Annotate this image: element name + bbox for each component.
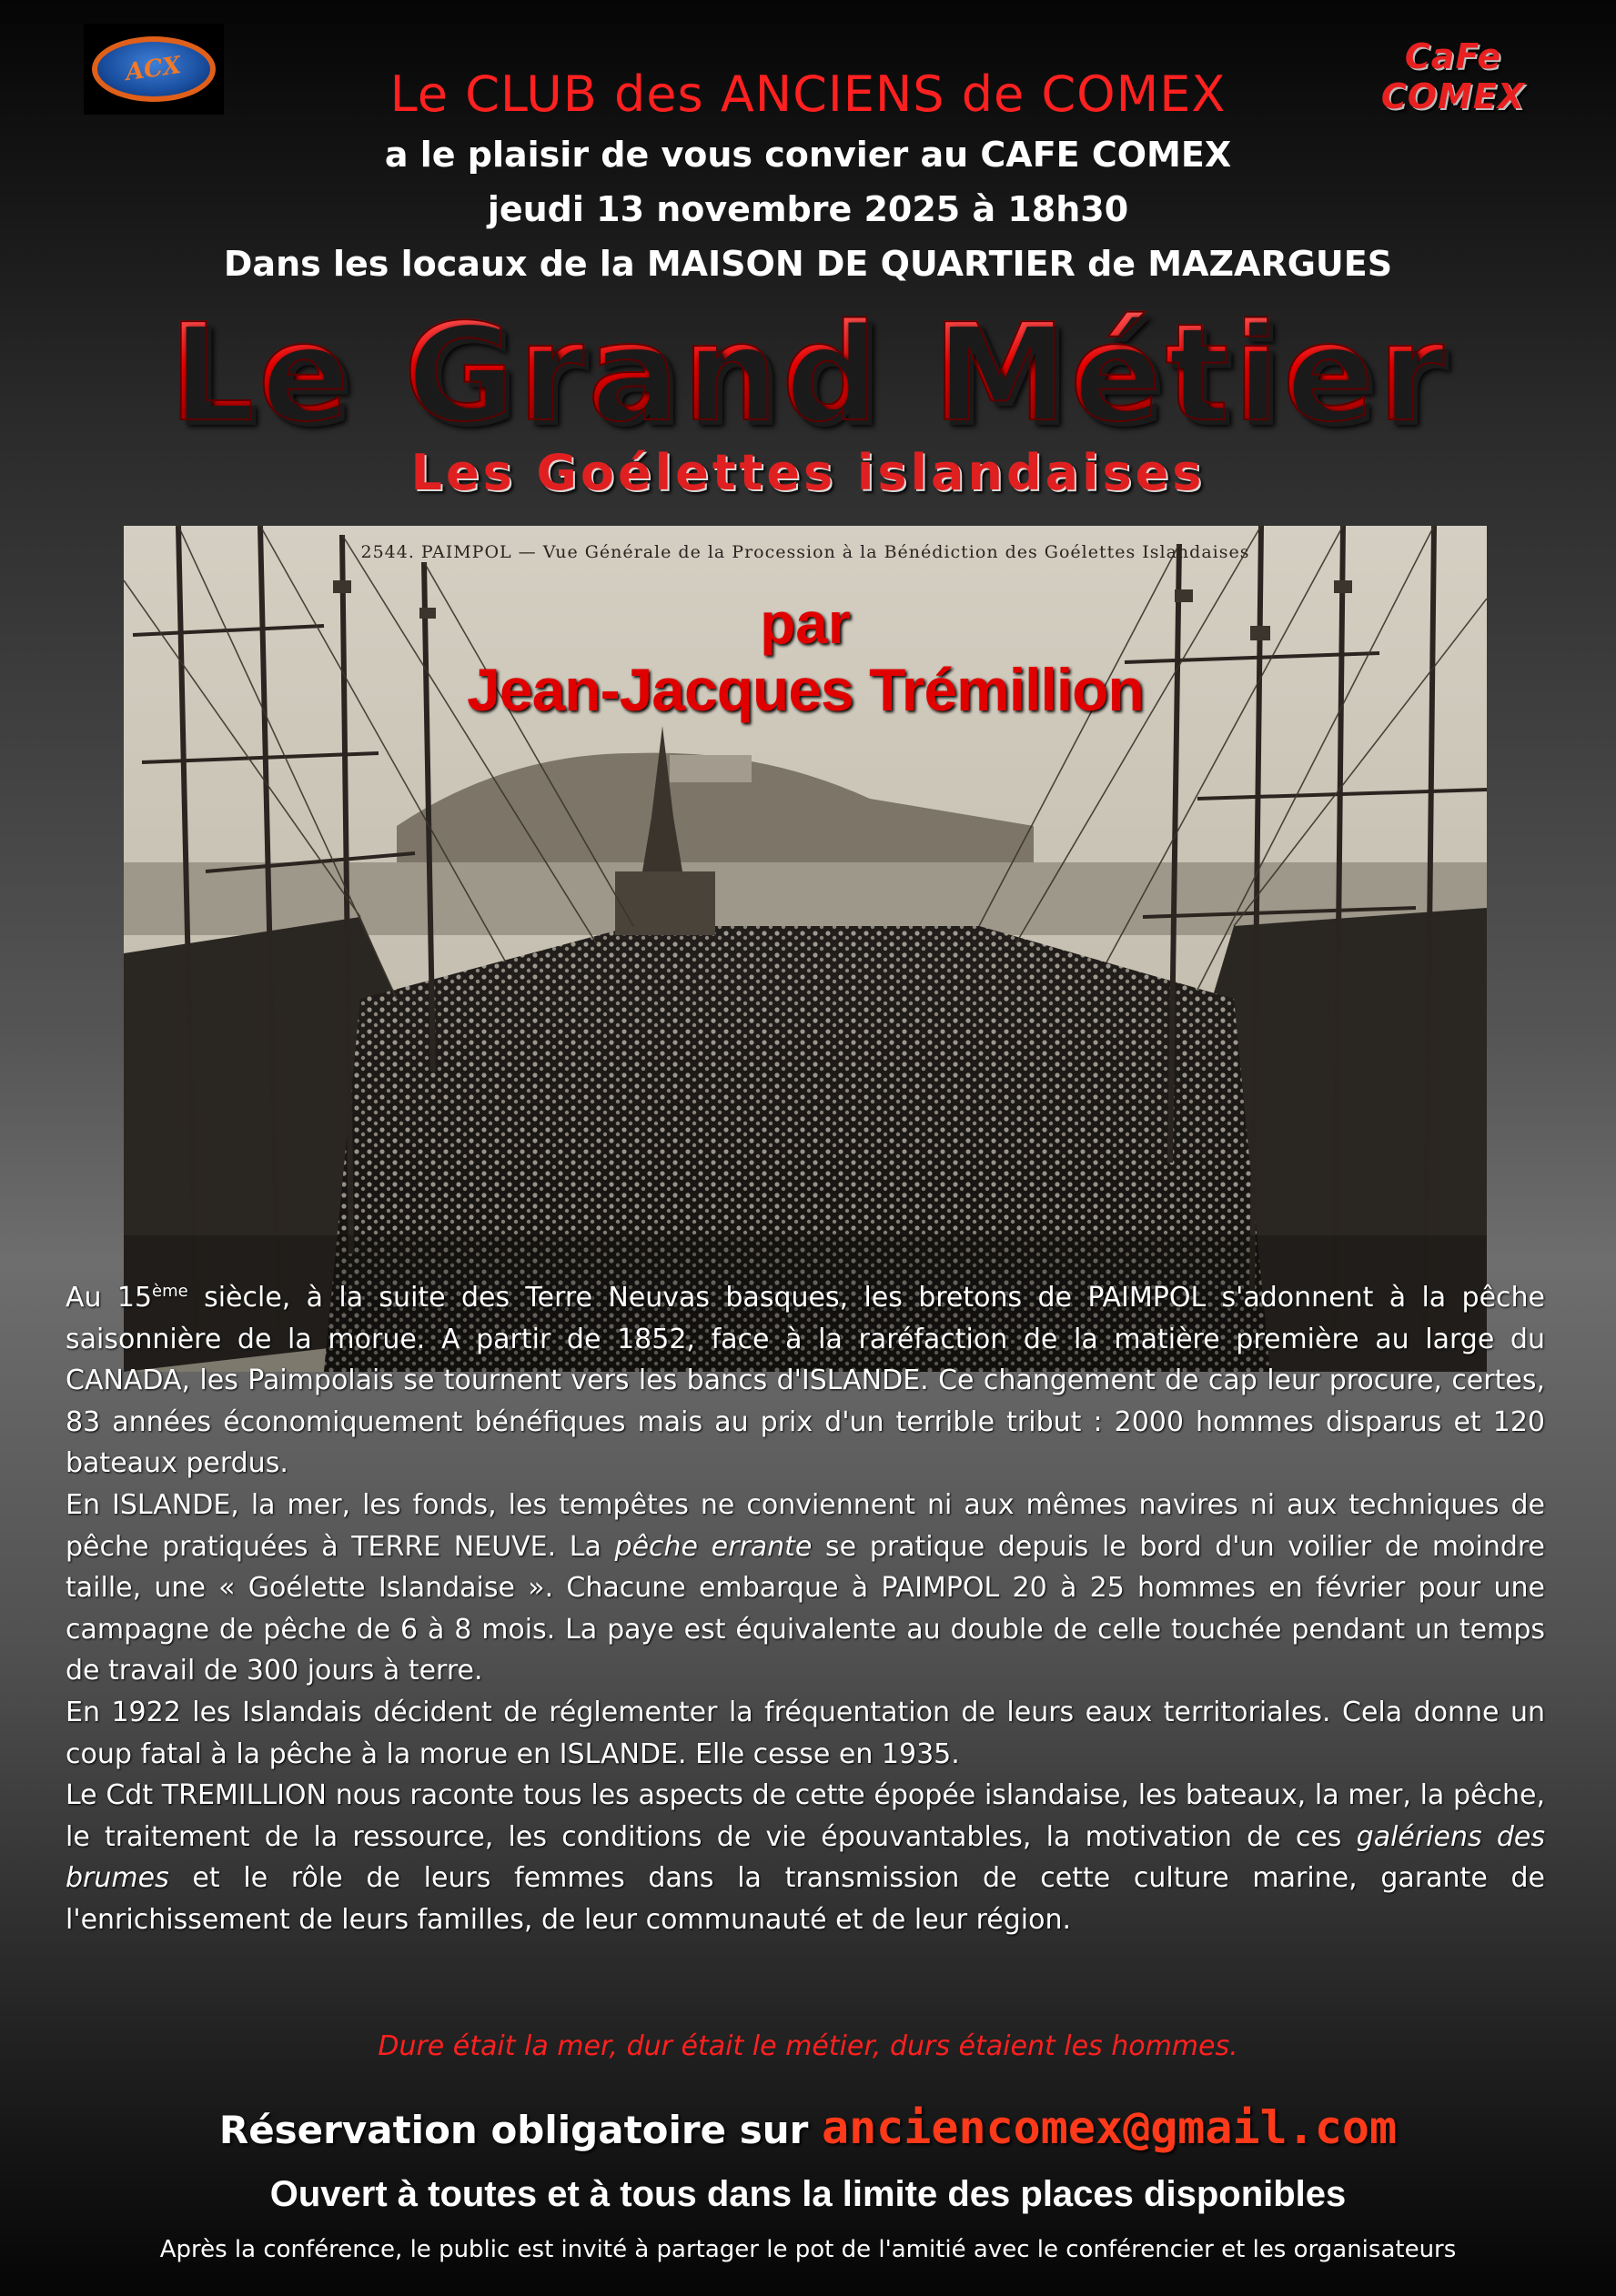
historic-photo <box>124 526 1487 1372</box>
reservation-line <box>0 2101 1616 2154</box>
photo-caption: 2544. PAIMPOL — Vue Générale de la Procession à la Bénédiction des Goélettes Islandaises <box>360 542 1250 562</box>
reservation-label: Réservation obligatoire sur <box>218 2108 822 2152</box>
by-label: par <box>760 590 851 656</box>
subtitle: Les Goélettes islandaises <box>410 444 1206 501</box>
paragraph-4: Le Cdt TREMILLION nous raconte tous les aspects de cette épopée islandaise, les bateaux, la mer, la pêche, le traitement de la ressource, les conditions de vie épouvantables, la motivation de ces galériens des brumes et le rôle de leurs femmes dans la transmission de cette culture marine, garante de l'enrichissement de leurs familles, de leur communauté et de leur région. <box>66 1779 1546 1936</box>
event-location: Dans les locaux de la MAISON DE QUARTIER de MAZARGUES <box>223 244 1393 284</box>
speaker-name: Jean-Jacques Trémillion <box>467 656 1144 723</box>
paragraph-2: En ISLANDE, la mer, les fonds, les tempêtes ne conviennent ni aux mêmes navires ni aux techniques de pêche pratiquées à TERRE NEUVE. La pêche errante se pratique depuis le bord d'un voilier de moindre taille, une « Goélette Islandaise ». Chacune embarque à PAIMPOL 20 à 25 hommes en février pour une campagne de pêche de 6 à 8 mois. La paye est équivalente au double de celle touchée pendant un temps de travail de 300 jours à terre. <box>66 1488 1546 1687</box>
paragraph-3: En 1922 les Islandais décident de réglementer la fréquentation de leurs eaux territoriales. Cela donne un coup fatal à la pêche à la morue en ISLANDE. Elle cesse en 1935. <box>66 1696 1545 1770</box>
cafe-comex-badge: CaFe COMEX <box>1380 36 1526 116</box>
paragraph-1: Au 15ème siècle, à la suite des Terre Neuvas basques, les bretons de PAIMPOL s'adonnent à la pêche saisonnière de la morue. A partir de 1852, face à la raréfaction de la matière première au large du CANADA, les Paimpolais se tournent vers les bancs d'ISLANDE. Ce changement de cap leur procure, certes, 83 années économiquement bénéfiques mais au prix d'un terrible tribut : 2000 hommes disparus et 120 bateaux perdus. <box>66 1282 1545 1480</box>
invitation-line: a le plaisir de vous convier au CAFE COMEX <box>384 135 1232 175</box>
event-description <box>66 1277 1545 1941</box>
club-name: Le CLUB des ANCIENS de COMEX <box>389 65 1227 123</box>
closing-quote: Dure était la mer, dur était le métier, durs étaient les hommes. <box>378 2030 1238 2062</box>
open-to-all-note: Ouvert à toutes et à tous dans la limite des places disponibles <box>269 2174 1347 2214</box>
event-date: jeudi 13 novembre 2025 à 18h30 <box>487 189 1129 229</box>
reservation-email-link[interactable]: anciencomex@gmail.com <box>821 2101 1398 2154</box>
after-conference-note: Après la conférence, le public est invité à partager le pot de l'amitié avec le conférencier et les organisateurs <box>159 2236 1457 2263</box>
main-title: Le Grand Métier <box>0 306 1616 440</box>
logo-text: ACX <box>124 51 184 87</box>
